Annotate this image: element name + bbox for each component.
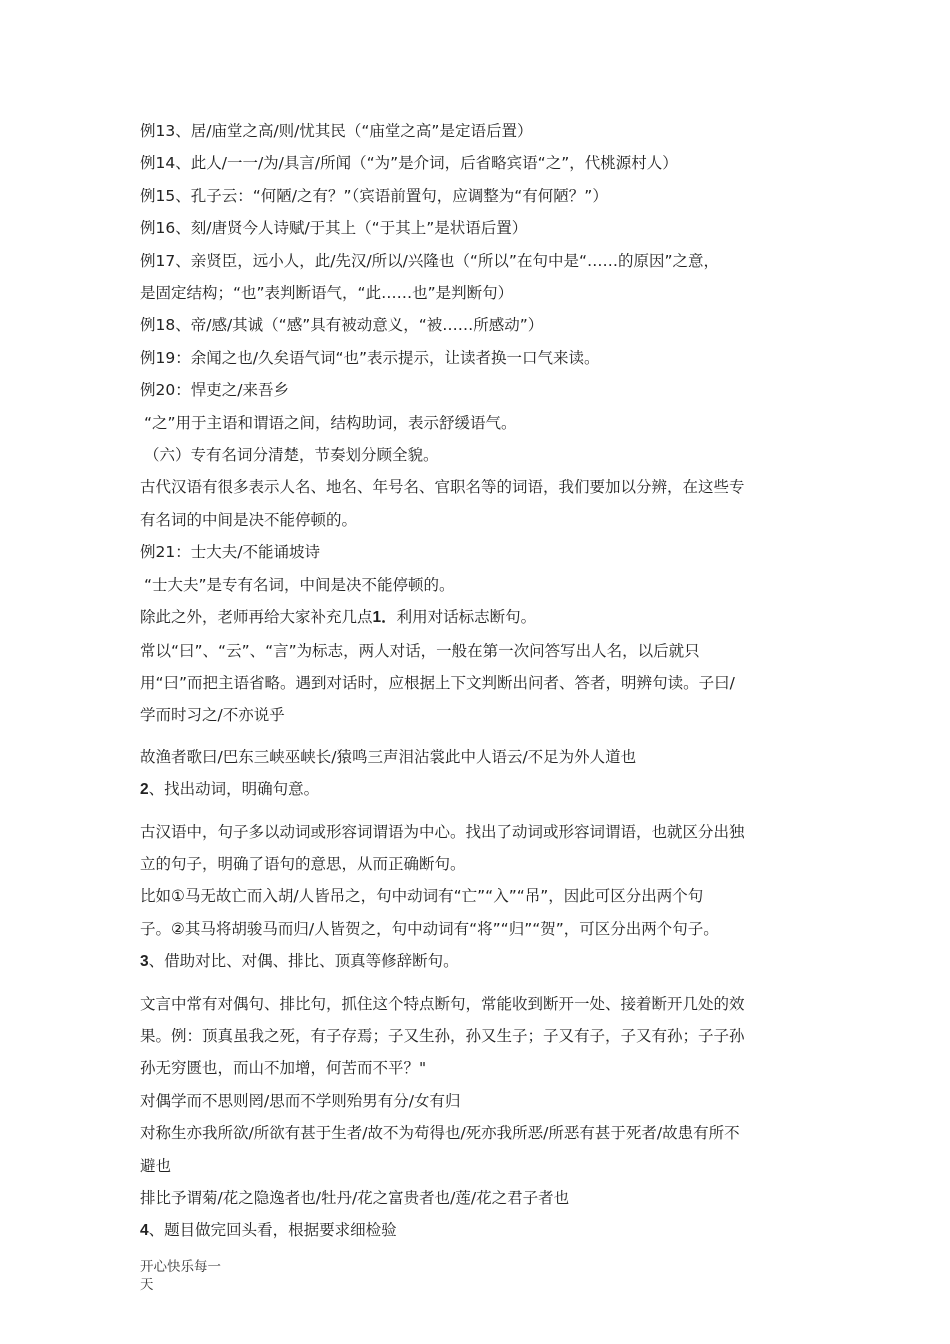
verb-paragraph-line-1: 古汉语中，句子多以动词或形容词谓语为中心。找出了动词或形容词谓语，也就区分出独 (140, 822, 745, 841)
point-1-number: 1． (372, 609, 397, 627)
proper-noun-paragraph-line-1: 古代汉语有很多表示人名、地名、年号名、官职名等的词语，我们要加以分辨，在这些专 (140, 478, 745, 497)
rhetoric-paragraph-line-3: 孙无穷匮也，而山不加增，何苦而不平？" (140, 1059, 427, 1078)
rhetoric-paragraph-line-2: 果。例：顶真虽我之死，有子存焉；子又生孙，孙又生子；子又有子，子又有孙；子子孙 (140, 1026, 745, 1045)
supplement-intro: 除此之外，老师再给大家补充几点 (140, 608, 373, 627)
paibi-example-line: 排比予谓菊/花之隐逸者也/牡丹/花之富贵者也/莲/花之君子者也 (140, 1189, 570, 1207)
dialogue-paragraph-line-3: 学而时习之/不亦说乎 (140, 706, 285, 725)
point-2-text: 、找出动词，明确句意。 (148, 780, 320, 799)
dialogue-paragraph-line-2: 用“曰”而把主语省略。遇到对话时，应根据上下文判断出问者、答者，明辨句读。子曰/ (140, 673, 735, 692)
example-17-continuation: 是固定结构；“也”表判断语气，“此……也”是判断句） (140, 284, 514, 303)
point-4-number: 4 (140, 1222, 149, 1240)
duiou-example-line: 对偶学而不思则罔/思而不学则殆男有分/女有归 (140, 1091, 461, 1110)
example-19-line: 例19：余闻之也/久矣语气词“也”表示提示，让读者换一口气来读。 (140, 348, 600, 367)
example-16-line: 例16、刻/唐贤今人诗赋/于其上（“于其上”是状语后置） (140, 219, 528, 238)
example-17-line: 例17、亲贤臣，远小人，此/先汉/所以/兴隆也（“所以”在句中是“……的原因”之意， (140, 251, 720, 270)
page-footer (140, 1258, 260, 1294)
duicheng-example-line-1: 对称生亦我所欲/所欲有甚于生者/故不为苟得也/死亦我所恶/所恶有甚于死者/故患有所不 (140, 1124, 740, 1143)
example-13-line: 例13、居/庙堂之高/则/忧其民（“庙堂之高”是定语后置） (140, 122, 533, 140)
example-20-line: 例20：悍吏之/来吾乡 (140, 381, 289, 400)
point-4-text: 、题目做完回头看，根据要求细检验 (148, 1221, 397, 1240)
proper-noun-paragraph-line-2: 有名词的中间是决不能停顿的。 (140, 510, 358, 529)
verb-example-line-2: 子。②其马将胡骏马而归/人皆贺之，句中动词有“将”“归”“贺”，可区分出两个句子。 (140, 919, 719, 938)
verb-example-line-1: 比如①马无故亡而入胡/人皆吊之，句中动词有“亡”“入”“吊”，因此可区分出两个句 (140, 887, 704, 906)
dialogue-paragraph-line-1: 常以“曰”、“云”、“言”为标志，两人对话，一般在第一次问答写出人名，以后就只 (140, 641, 700, 660)
example-20-note: “之”用于主语和谓语之间，结构助词，表示舒缓语气。 (144, 413, 517, 432)
point-3-number: 3 (140, 953, 149, 971)
example-18-line: 例18、帝/感/其诚（“感”具有被动意义，“被……所感动”） (140, 316, 544, 335)
supplement-line (140, 601, 830, 634)
point-2-number: 2 (140, 781, 149, 799)
footer-line-1: 开心快乐每一 (140, 1259, 221, 1275)
point-3-heading (140, 945, 830, 978)
document-body (140, 115, 830, 1248)
fisherman-song-line: 故渔者歌曰/巴东三峡巫峡长/猿鸣三声泪沾裳此中人语云/不足为外人道也 (140, 747, 637, 766)
section-6-heading: （六）专有名词分清楚，节奏划分顾全貌。 (144, 446, 439, 465)
example-21-note: “士大夫”是专有名词，中间是决不能停顿的。 (144, 575, 455, 594)
footer-line-2: 天 (140, 1277, 154, 1293)
point-1-heading: 利用对话标志断句。 (396, 608, 537, 627)
point-2-heading (140, 773, 830, 806)
example-14-line: 例14、此人/一一/为/具言/所闻（“为”是介词，后省略宾语“之”，代桃源村人） (140, 154, 678, 173)
verb-paragraph-line-2: 立的句子，明确了语句的意思，从而正确断句。 (140, 854, 466, 873)
example-21-line: 例21：士大夫/不能诵坡诗 (140, 543, 320, 562)
duicheng-example-line-2: 避也 (140, 1156, 172, 1175)
example-15-line: 例15、孔子云：“何陋/之有？”（宾语前置句，应调整为“有何陋？”） (140, 186, 608, 205)
point-3-text: 、借助对比、对偶、排比、顶真等修辞断句。 (148, 952, 459, 971)
point-4-heading (140, 1214, 830, 1247)
rhetoric-paragraph-line-1: 文言中常有对偶句、排比句，抓住这个特点断句，常能收到断开一处、接着断开几处的效 (140, 994, 745, 1013)
